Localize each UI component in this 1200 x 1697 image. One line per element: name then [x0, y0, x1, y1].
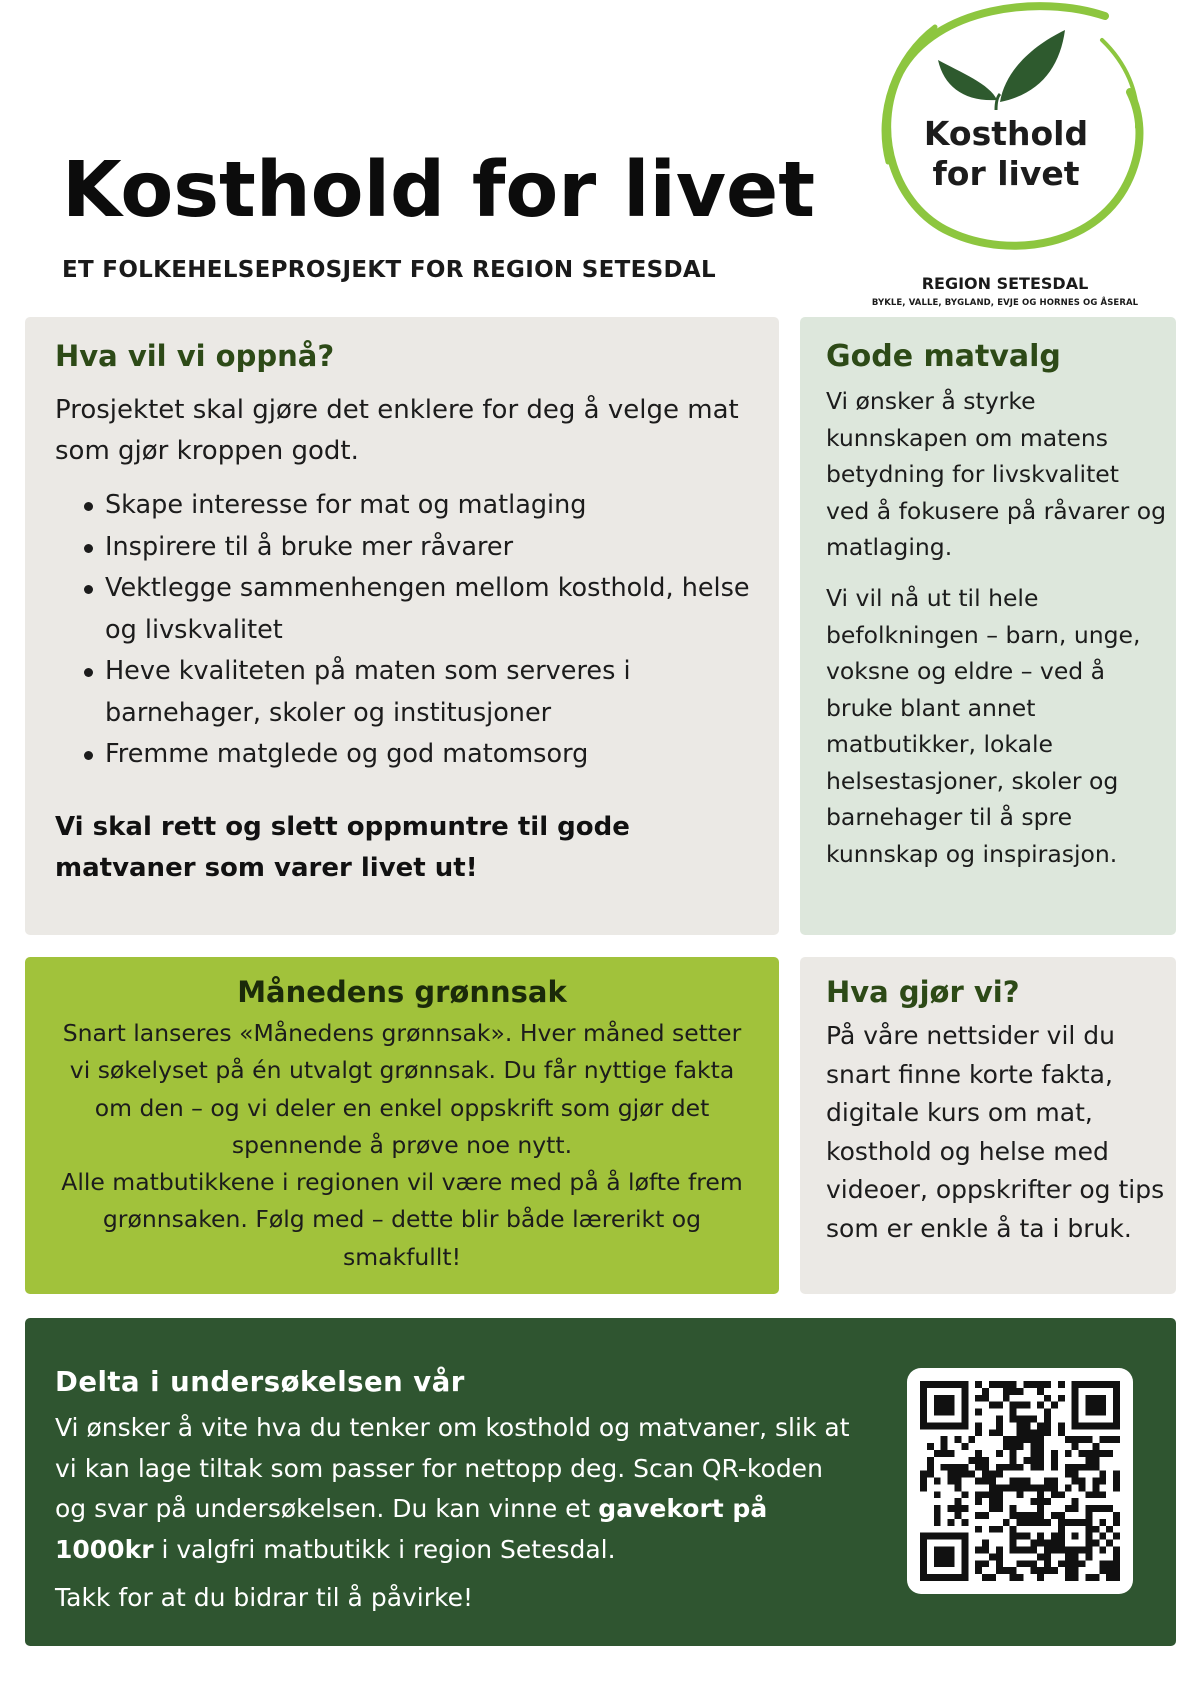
goals-list — [55, 485, 755, 776]
kosthold-logo — [840, 2, 1170, 308]
list-item: Heve kvaliteten på maten som serveres i barnehager, skoler og institusjoner — [55, 651, 755, 734]
choices-panel — [800, 317, 1176, 935]
vegetable-paragraph-2: Alle matbutikkene i regionen vil være med på å løfte frem grønnsaken. Følg med – dette blir både lærerikt og smakfullt! — [61, 1168, 743, 1271]
goals-intro: Prosjektet skal gjøre det enklere for deg å velge mat som gjør kroppen godt. — [55, 395, 739, 466]
survey-thanks: Takk for at du bidrar til å påvirke! — [55, 1583, 474, 1612]
list-item: Inspirere til å bruke mer råvarer — [55, 527, 755, 569]
actions-body: På våre nettsider vil du snart finne korte fakta, digitale kurs om mat, kosthold og helse med videoer, oppskrifter og tips som er enkle å ta i bruk. — [826, 1021, 1165, 1243]
leaf-icon — [938, 30, 1065, 110]
vegetable-panel — [25, 957, 779, 1294]
list-item: Skape interesse for mat og matlaging — [55, 485, 755, 527]
survey-panel — [25, 1318, 1176, 1646]
qr-code-icon[interactable] — [920, 1381, 1120, 1581]
logo-region: REGION SETESDAL — [921, 274, 1089, 293]
choices-paragraph-2: Vi vil nå ut til hele befolkningen – barn, unge, voksne og eldre – ved å bruke blant annet matbutikker, lokale helsestasjoner, skoler og barnehager til å spre kunnskap og inspirasjon. — [826, 584, 1141, 868]
actions-panel — [800, 957, 1176, 1294]
logo-municipalities: BYKLE, VALLE, BYGLAND, EVJE OG HORNES OG ÅSERAL — [871, 298, 1139, 308]
vegetable-heading: Månedens grønnsak — [237, 975, 567, 1009]
choices-heading: Gode matvalg — [826, 339, 1061, 374]
qr-code-card[interactable] — [907, 1368, 1133, 1594]
vegetable-paragraph-1: Snart lanseres «Månedens grønnsak». Hver måned setter vi søkelyset på én utvalgt grønnsak. Du får nyttige fakta om den – og vi deler en enkel oppskrift som gjør det spennende å prøve noe nytt. — [62, 1019, 742, 1159]
list-item: Fremme matglede og god matomsorg — [55, 734, 755, 776]
actions-heading: Hva gjør vi? — [826, 975, 1020, 1009]
survey-heading: Delta i undersøkelsen vår — [55, 1366, 465, 1398]
page-subtitle: ET FOLKEHELSEPROSJEKT FOR REGION SETESDAL — [62, 257, 716, 283]
goals-closing: Vi skal rett og slett oppmuntre til gode matvaner som varer livet ut! — [55, 812, 630, 883]
logo-wordmark: Kosthold for livet — [923, 114, 1089, 193]
survey-prize: gavekort på 1000kr — [55, 1494, 768, 1564]
list-item: Vektlegge sammenhengen mellom kosthold, helse og livskvalitet — [55, 568, 755, 651]
vegetable-body — [50, 1015, 754, 1276]
goals-panel — [25, 317, 779, 935]
goals-heading: Hva vil vi oppnå? — [55, 339, 335, 373]
choices-paragraph-1: Vi ønsker å styrke kunnskapen om matens betydning for livskvalitet ved å fokusere på råvarer og matlaging. — [826, 387, 1167, 561]
survey-body: Vi ønsker å vite hva du tenker om kosthold og matvaner, slik at vi kan lage tiltak som passer for nettopp deg. Scan QR-koden og svar på undersøkelsen. Du kan vinne et gavekort på 1000kr i valgfri matbutikk i region Setesdal. — [55, 1413, 850, 1564]
page-title: Kosthold for livet — [62, 146, 816, 235]
